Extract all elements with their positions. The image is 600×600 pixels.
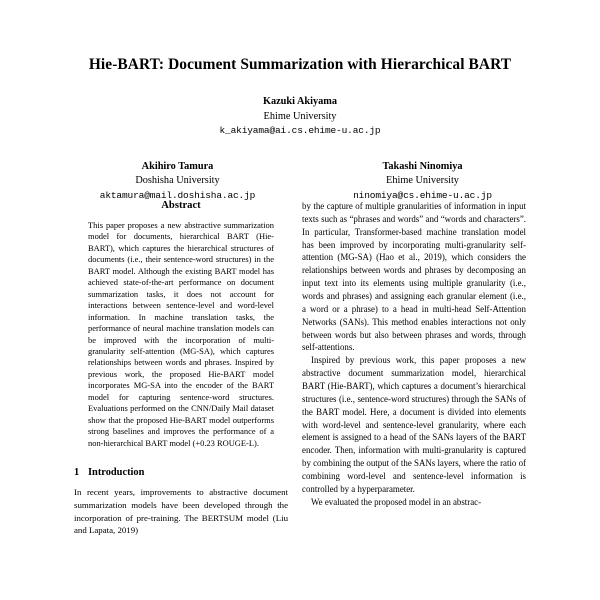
- page-title: Hie-BART: Document Summarization with Hierarchical BART: [88, 56, 512, 73]
- column-left: [74, 200, 288, 537]
- paragraph: We evaluated the proposed model in an abstrac-: [311, 496, 482, 507]
- author-affiliation: Doshisha University: [135, 175, 220, 187]
- author-email[interactable]: k_akiyama@ai.cs.ehime-u.ac.jp: [219, 124, 381, 136]
- paragraph: by the capture of multiple granularities of information in input texts such as “phrases and words” and “words and characters”. In particular, Transformer-based machine translation model has been improved by incorporating multi-granularity self-attention (MG-SA) (Hao et al., 2019), which considers the relationships between words and phrases by decomposing an input text into its elements using multiple granularity (i.e., words and phrases) and assigning each granular element (i.e., a word or a phrase) to a head in multi-head Self-Attention Networks (SANs). This method enables interactions not only between words but also between phrases and words, through self-attentions.: [302, 201, 526, 353]
- author-name: Kazuki Akiyama: [262, 96, 338, 108]
- paragraph: Inspired by previous work, this paper proposes a new abstractive document summarization model, hierarchical BART (Hie-BART), which captures a document’s hierarchical structures (i.e., sentence-word structures) through the SANs of the BART model. Here, a document is divided into elements with word-level and sentence-level granularity, where each element is assigned to a head of the SANs layers of the BART encoder. Then, information with multi-granularity is captured by combining the output of the SANs layers, where the ratio of combining word-level and sentence-level information is controlled by a hyperparameter.: [302, 355, 526, 494]
- body-columns: [0, 200, 600, 537]
- author-affiliation: Ehime University: [263, 110, 337, 122]
- section-heading-introduction: [74, 467, 288, 478]
- author-name: Akihiro Tamura: [141, 161, 214, 173]
- author-block-primary: [0, 95, 600, 138]
- author-name: Takashi Ninomiya: [382, 161, 463, 173]
- title-block: [0, 0, 600, 74]
- column-right: [302, 200, 526, 537]
- section-title: Introduction: [88, 467, 145, 479]
- abstract-text: This paper proposes a new abstractive summarization model for documents, hierarchical BART (Hie-BART), which captures the hierarchical structures of documents (i.e., their sentence-word structures) in the BART model. Although the existing BART model has achieved state-of-the-art performance on document summarization tasks, it does not account for interactions between sentence-level and word-level information. In machine translation tasks, the performance of neural machine translation models can be improved with the incorporation of multi-granularity self-attention (MG-SA), which captures relationships between words and phrases. Inspired by previous work, the proposed Hie-BART model incorporates MG-SA into the encoder of the BART model for capturing sentence-word structures. Evaluations performed on the CNN/Daily Mail dataset show that the proposed Hie-BART model outperforms strong baselines and improves the performance of a non-hierarchical BART model (+0.23 ROUGE-L).: [88, 220, 274, 448]
- abstract-heading: Abstract: [161, 200, 201, 211]
- author-affiliation: Ehime University: [386, 175, 459, 187]
- author-block-secondary: [0, 160, 600, 203]
- author-email[interactable]: aktamura@mail.doshisha.ac.jp: [99, 189, 256, 201]
- abstract-body: [74, 220, 288, 449]
- author-entry: [300, 160, 545, 203]
- paragraph: In recent years, improvements to abstractive document summarization models have been developed through the incorporation of pre-training. The BERTSUM model (Liu and Lapata, 2019): [74, 487, 288, 536]
- author-email[interactable]: ninomiya@cs.ehime-u.ac.jp: [353, 189, 492, 201]
- section-number: 1: [74, 467, 80, 479]
- author-entry: [55, 160, 300, 203]
